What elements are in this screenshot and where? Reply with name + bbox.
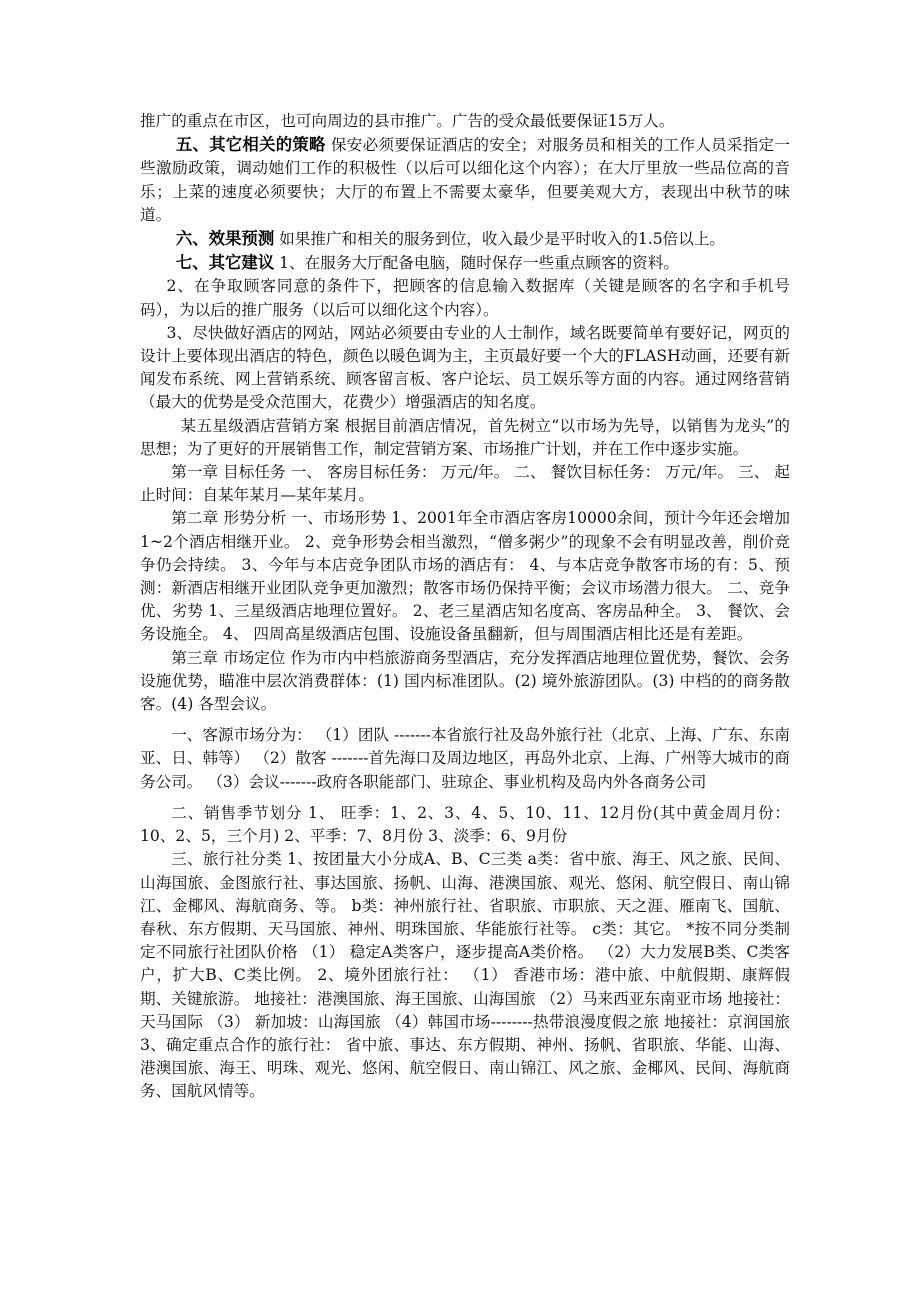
paragraph-travel-agency-classification: 三、旅行社分类 1、按团量大小分成A、B、C三类 a类：省中旅、海王、风之旅、民间、山海国旅、金图旅行社、事达国旅、扬帆、山海、港澳国旅、观光、悠闲、航空假日、南山锦江、金椰风、海航商务、等。 b类：神州旅行社、省职旅、市职旅、天之涯、雁南飞、国航、春秋、东方假期、天马国旅、神州、明珠国旅、华能旅行社等。 c类：其它。 *按不同分类制定不同旅行社团队价格 （1） 稳定A类客户，逐步提高A类价格。 （2）大力发展B类、C类客户，扩大B、C类比例。 2、境外团旅行社： （1） 香港市场：港中旅、中航假期、康辉假期、关键旅游。 地接社：港澳国旅、海王国旅、山海国旅 （2）马来西亚东南亚市场 地接社：天马国际 （3） 新加坡：山海国旅 （4）韩国市场--------热带浪漫度假之旅 地接社：京润国旅 3、确定重点合作的旅行社： 省中旅、事达、东方假期、神州、扬帆、省职旅、华能、山海、港澳国旅、海王、明珠、观光、悠闲、航空假日、南山锦江、风之旅、金椰风、民间、海航商务、国航风情等。 <box>140 850 790 1101</box>
paragraph-chapter-2: 第二章 形势分析 一、市场形势 1、2001年全市酒店客房10000余间，预计今年还会增加1~2个酒店相继开业。 2、竞争形势会相当激烈，“僧多粥少”的现象不会有明显改善，削价竞争仍会持续。 3、今年与本店竞争团队市场的酒店有： 4、与本店竞争散客市场的有：5、预测：新酒店相继开业团队竞争更加激烈；散客市场仍保持平衡；会议市场潜力很大。 二、竞争优、劣势 1、三星级酒店地理位置好。 2、老三星酒店知名度高、客房品种全。 3、 餐饮、会务设施全。 4、 四周高星级酒店包围、设施设备虽翻新，但与周围酒店相比还是有差距。 <box>140 509 790 644</box>
paragraph-marketing-plan-intro: 某五星级酒店营销方案 根据目前酒店情况，首先树立“以市场为先导，以销售为龙头”的思想；为了更好的开展销售工作，制定营销方案、市场推广计划，并在工作中逐步实施。 <box>140 416 790 458</box>
section-heading-6: 六、效果预测 <box>175 229 275 249</box>
section-other-strategies <box>140 133 790 227</box>
section-heading-5: 五、其它相关的策略 <box>175 135 326 155</box>
paragraph-suggestion-3: 3、尽快做好酒店的网站，网站必须要由专业的人士制作，域名既要简单有要好记，网页的设计上要体现出酒店的特色，颜色以暖色调为主，主页最好要一个大的FLASH动画，还要有新闻发布系统、网上营销系统、顾客留言板、客户论坛、员工娱乐等方面的内容。通过网络营销（最大的优势是受众范围大，花费少）增强酒店的知名度。 <box>140 323 790 412</box>
paragraph-suggestion-2: 2、在争取顾客同意的条件下，把顾客的信息输入数据库（关键是顾客的名字和手机号码），为以后的推广服务（以后可以细化这个内容）。 <box>140 277 790 319</box>
paragraph-chapter-3: 第三章 市场定位 作为市内中档旅游商务型酒店，充分发挥酒店地理位置优势，餐饮、会务设施优势，瞄准中层次消费群体：(1) 国内标准团队。(2) 境外旅游团队。(3) 中档的的商务散客。(4) 各型会议。 <box>140 648 790 714</box>
paragraph-promotion-scope: 推广的重点在市区，也可向周边的县市推广。广告的受众最低要保证15万人。 <box>140 112 675 130</box>
paragraph-sales-seasons: 二、销售季节划分 1、 旺季：1、2、3、4、5、10、11、12月份(其中黄金周月份：10、2、5，三个月) 2、平季：7、8月份 3、淡季：6、9月份 <box>140 803 790 846</box>
section-body-6: 如果推广和相关的服务到位，收入最少是平时收入的1.5倍以上。 <box>274 230 726 249</box>
section-body-5: 保安必须要保证酒店的安全；对服务员和相关的工作人员采指定一些激励政策，调动她们工作的积极性（以后可以细化这个内容）；在大厅里放一些品位高的音乐；上菜的速度必须要快；大厅的布置上不需要太豪华，但要美观大方，表现出中秋节的味道。 <box>140 136 790 224</box>
document-page <box>140 110 790 1104</box>
section-heading-7: 七、其它建议 <box>175 253 275 273</box>
section-body-7: 1、在服务大厅配备电脑，随时保存一些重点顾客的资料。 <box>274 254 679 273</box>
section-other-suggestions <box>140 251 790 275</box>
paragraph-chapter-1: 第一章 目标任务 一、 客房目标任务： 万元/年。 二、 餐饮目标任务： 万元/年。 三、 起止时间：自某年某月—某年某月。 <box>140 463 790 505</box>
section-effect-forecast <box>140 227 790 251</box>
paragraph-source-markets: 一、客源市场分为： （1）团队 -------本省旅行社及岛外旅行社（北京、上海、广东、东南亚、日、韩等） （2）散客 -------首先海口及周边地区，再岛外北京、上海、广州等大城市的商务公司。 （3）会议-------政府各职能部门、驻琼企、事业机构及岛内外各商务公司 <box>140 726 790 791</box>
